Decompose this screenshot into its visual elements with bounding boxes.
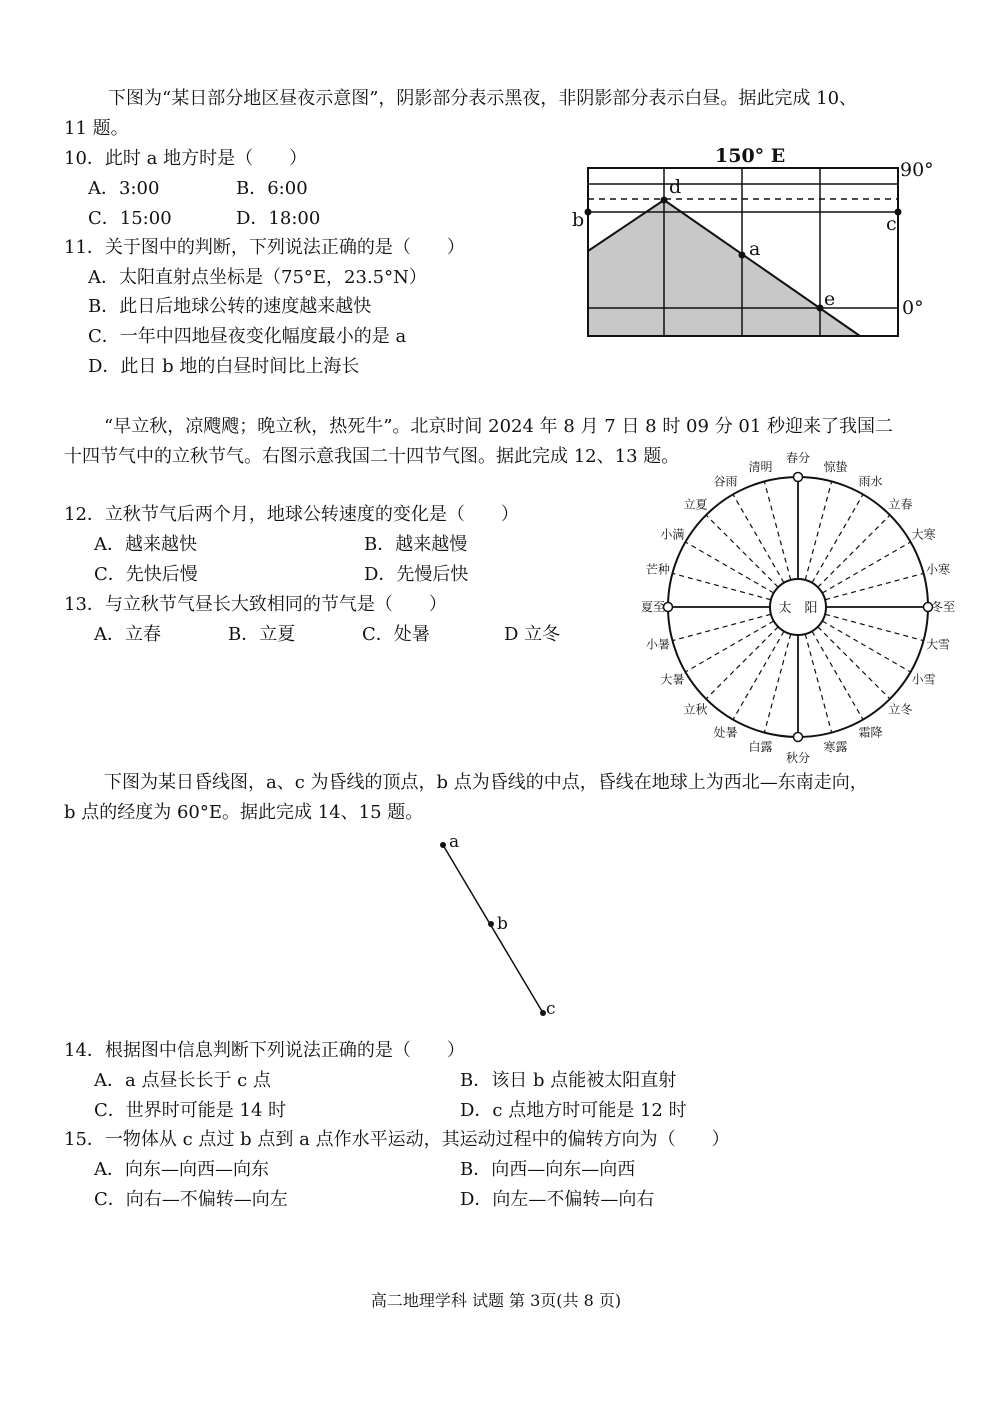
solar-term-label: 谷雨	[713, 474, 738, 489]
solar-term-label: 春分	[785, 451, 811, 465]
question-11-option-b[interactable]: B．此日后地球公转的速度越来越快	[88, 296, 372, 317]
wheel-spoke	[822, 621, 910, 672]
point-c-label: c	[886, 213, 897, 235]
question-11-option-a[interactable]: A．太阳直射点坐标是（75°E，23.5°N）	[88, 267, 427, 288]
wheel-spoke	[764, 481, 790, 580]
question-10-option-b[interactable]: B．6:00	[236, 178, 308, 199]
night-area	[588, 200, 860, 336]
question-14-option-b[interactable]: B．该日 b 点能被太阳直射	[460, 1070, 677, 1091]
wheel-spoke	[706, 627, 778, 699]
intro-14-15-line1: 下图为某日昏线图，a、c 为昏线的顶点，b 点为昏线的中点，昏线在地球上为西北—东南走向，	[104, 772, 868, 793]
question-15-stem: 15．一物体从 c 点过 b 点到 a 点作水平运动，其运动过程中的偏转方向为（ ）	[64, 1129, 730, 1150]
question-15-option-c[interactable]: C．向右—不偏转—向左	[94, 1189, 288, 1210]
solar-term-label: 芒种	[645, 562, 670, 577]
question-10-option-c[interactable]: C．15:00	[88, 208, 172, 229]
question-11-option-c[interactable]: C．一年中四地昼夜变化幅度最小的是 a	[88, 326, 407, 347]
question-10-option-a[interactable]: A．3:00	[88, 178, 160, 199]
wheel-spoke	[733, 494, 784, 582]
point-d-marker	[661, 197, 668, 204]
solar-term-label: 冬至	[930, 600, 956, 614]
solar-term-label: 立冬	[888, 702, 913, 717]
point-a-marker	[739, 252, 746, 259]
wheel-spoke	[672, 614, 771, 640]
question-11-option-d[interactable]: D．此日 b 地的白昼时间比上海长	[88, 356, 360, 377]
wheel-spoke	[825, 614, 924, 640]
wheel-spoke	[825, 573, 924, 599]
solar-term-label: 小满	[660, 527, 685, 542]
solar-term-label: 小雪	[911, 672, 936, 687]
point-e-label: e	[824, 288, 836, 310]
wheel-spoke	[685, 542, 773, 593]
question-12-option-a[interactable]: A．越来越快	[94, 534, 197, 555]
wheel-spoke	[685, 621, 773, 672]
wheel-spoke	[672, 573, 771, 599]
point-b-label: b	[497, 914, 508, 934]
solar-term-label: 立春	[888, 497, 913, 512]
question-12-option-b[interactable]: B．越来越慢	[364, 534, 468, 555]
wheel-spoke	[805, 481, 831, 580]
solar-term-label: 小暑	[645, 637, 670, 652]
solar-term-label: 寒露	[823, 740, 848, 755]
question-14-option-a[interactable]: A．a 点昼长长于 c 点	[94, 1070, 271, 1091]
wheel-spoke	[818, 627, 890, 699]
longitude-150e-label: 150° E	[715, 145, 786, 167]
solar-term-label: 雨水	[858, 474, 883, 489]
solar-term-label: 小寒	[926, 562, 951, 577]
solar-term-label: 惊蛰	[823, 459, 848, 474]
day-night-diagram	[560, 138, 950, 348]
point-b-label: b	[572, 209, 585, 231]
latitude-90-label: 90°	[900, 159, 934, 181]
solar-term-label: 秋分	[785, 751, 811, 765]
solar-term-label: 白露	[748, 740, 773, 755]
intro-10-11-line1: 下图为“某日部分地区昼夜示意图”，阴影部分表示黑夜，非阴影部分表示白昼。据此完成 10、	[108, 88, 858, 109]
question-14-option-d[interactable]: D．c 点地方时可能是 12 时	[460, 1100, 687, 1121]
solar-term-label: 大寒	[911, 527, 936, 542]
solar-term-label: 大暑	[660, 672, 685, 687]
question-14-stem: 14．根据图中信息判断下列说法正确的是（ ）	[64, 1040, 465, 1061]
dusk-line	[443, 845, 543, 1013]
question-15-option-a[interactable]: A．向东—向西—向东	[94, 1159, 269, 1180]
question-12-option-c[interactable]: C．先快后慢	[94, 564, 198, 585]
intro-12-13-line1: “早立秋，凉飕飕；晚立秋，热死牛”。北京时间 2024 年 8 月 7 日 8 时 09 分 01 秒迎来了我国二	[104, 416, 894, 437]
question-12-option-d[interactable]: D．先慢后快	[364, 564, 469, 585]
question-13-option-c[interactable]: C．处暑	[362, 624, 430, 645]
wheel-spoke	[706, 515, 778, 587]
solar-term-label: 清明	[748, 459, 773, 474]
question-13-option-d[interactable]: D 立冬	[504, 624, 561, 645]
solar-term-label: 霜降	[858, 725, 883, 740]
solar-term-label: 处暑	[713, 725, 738, 740]
question-13-option-b[interactable]: B．立夏	[228, 624, 296, 645]
point-c-label: c	[546, 999, 556, 1019]
point-a-marker	[440, 842, 446, 848]
wheel-spoke	[733, 631, 784, 719]
intro-12-13-line2: 十四节气中的立秋节气。右图示意我国二十四节气图。据此完成 12、13 题。	[64, 446, 680, 467]
point-a-label: a	[449, 832, 460, 852]
earth-position-marker	[794, 473, 803, 482]
question-13-stem: 13．与立秋节气昼长大致相同的节气是（ ）	[64, 594, 447, 615]
point-a-label: a	[749, 238, 761, 260]
point-e-marker	[817, 305, 824, 312]
question-10-option-d[interactable]: D．18:00	[236, 208, 321, 229]
intro-14-15-line2: b 点的经度为 60°E。据此完成 14、15 题。	[64, 802, 424, 823]
wheel-spoke	[805, 634, 831, 733]
point-b-marker	[488, 921, 494, 927]
question-15-option-d[interactable]: D．向左—不偏转—向右	[460, 1189, 655, 1210]
sun-label: 太 阳	[778, 601, 818, 616]
wheel-spoke	[812, 494, 863, 582]
question-11-stem: 11．关于图中的判断，下列说法正确的是（ ）	[64, 237, 465, 258]
page-footer: 高二地理学科 试题 第 3页(共 8 页)	[370, 1291, 622, 1310]
wheel-spoke	[764, 634, 790, 733]
solar-term-label: 立夏	[683, 497, 708, 512]
solar-terms-wheel	[640, 451, 956, 765]
question-14-option-c[interactable]: C．世界时可能是 14 时	[94, 1100, 287, 1121]
solar-term-label: 大雪	[926, 637, 951, 652]
earth-position-marker	[794, 733, 803, 742]
latitude-0-label: 0°	[902, 297, 924, 319]
point-b-marker	[585, 209, 592, 216]
solar-term-label: 立秋	[683, 702, 708, 717]
wheel-spoke	[822, 542, 910, 593]
wheel-spoke	[818, 515, 890, 587]
wheel-spoke	[812, 631, 863, 719]
point-d-label: d	[669, 176, 682, 198]
question-15-option-b[interactable]: B．向西—向东—向西	[460, 1159, 636, 1180]
solar-term-label: 夏至	[640, 600, 666, 614]
question-13-option-a[interactable]: A．立春	[94, 624, 161, 645]
question-12-stem: 12．立秋节气后两个月，地球公转速度的变化是（ ）	[64, 504, 519, 525]
intro-10-11-line2: 11 题。	[64, 118, 129, 139]
question-10-stem: 10．此时 a 地方时是（ ）	[64, 148, 308, 169]
dusk-line-diagram	[420, 826, 570, 1026]
